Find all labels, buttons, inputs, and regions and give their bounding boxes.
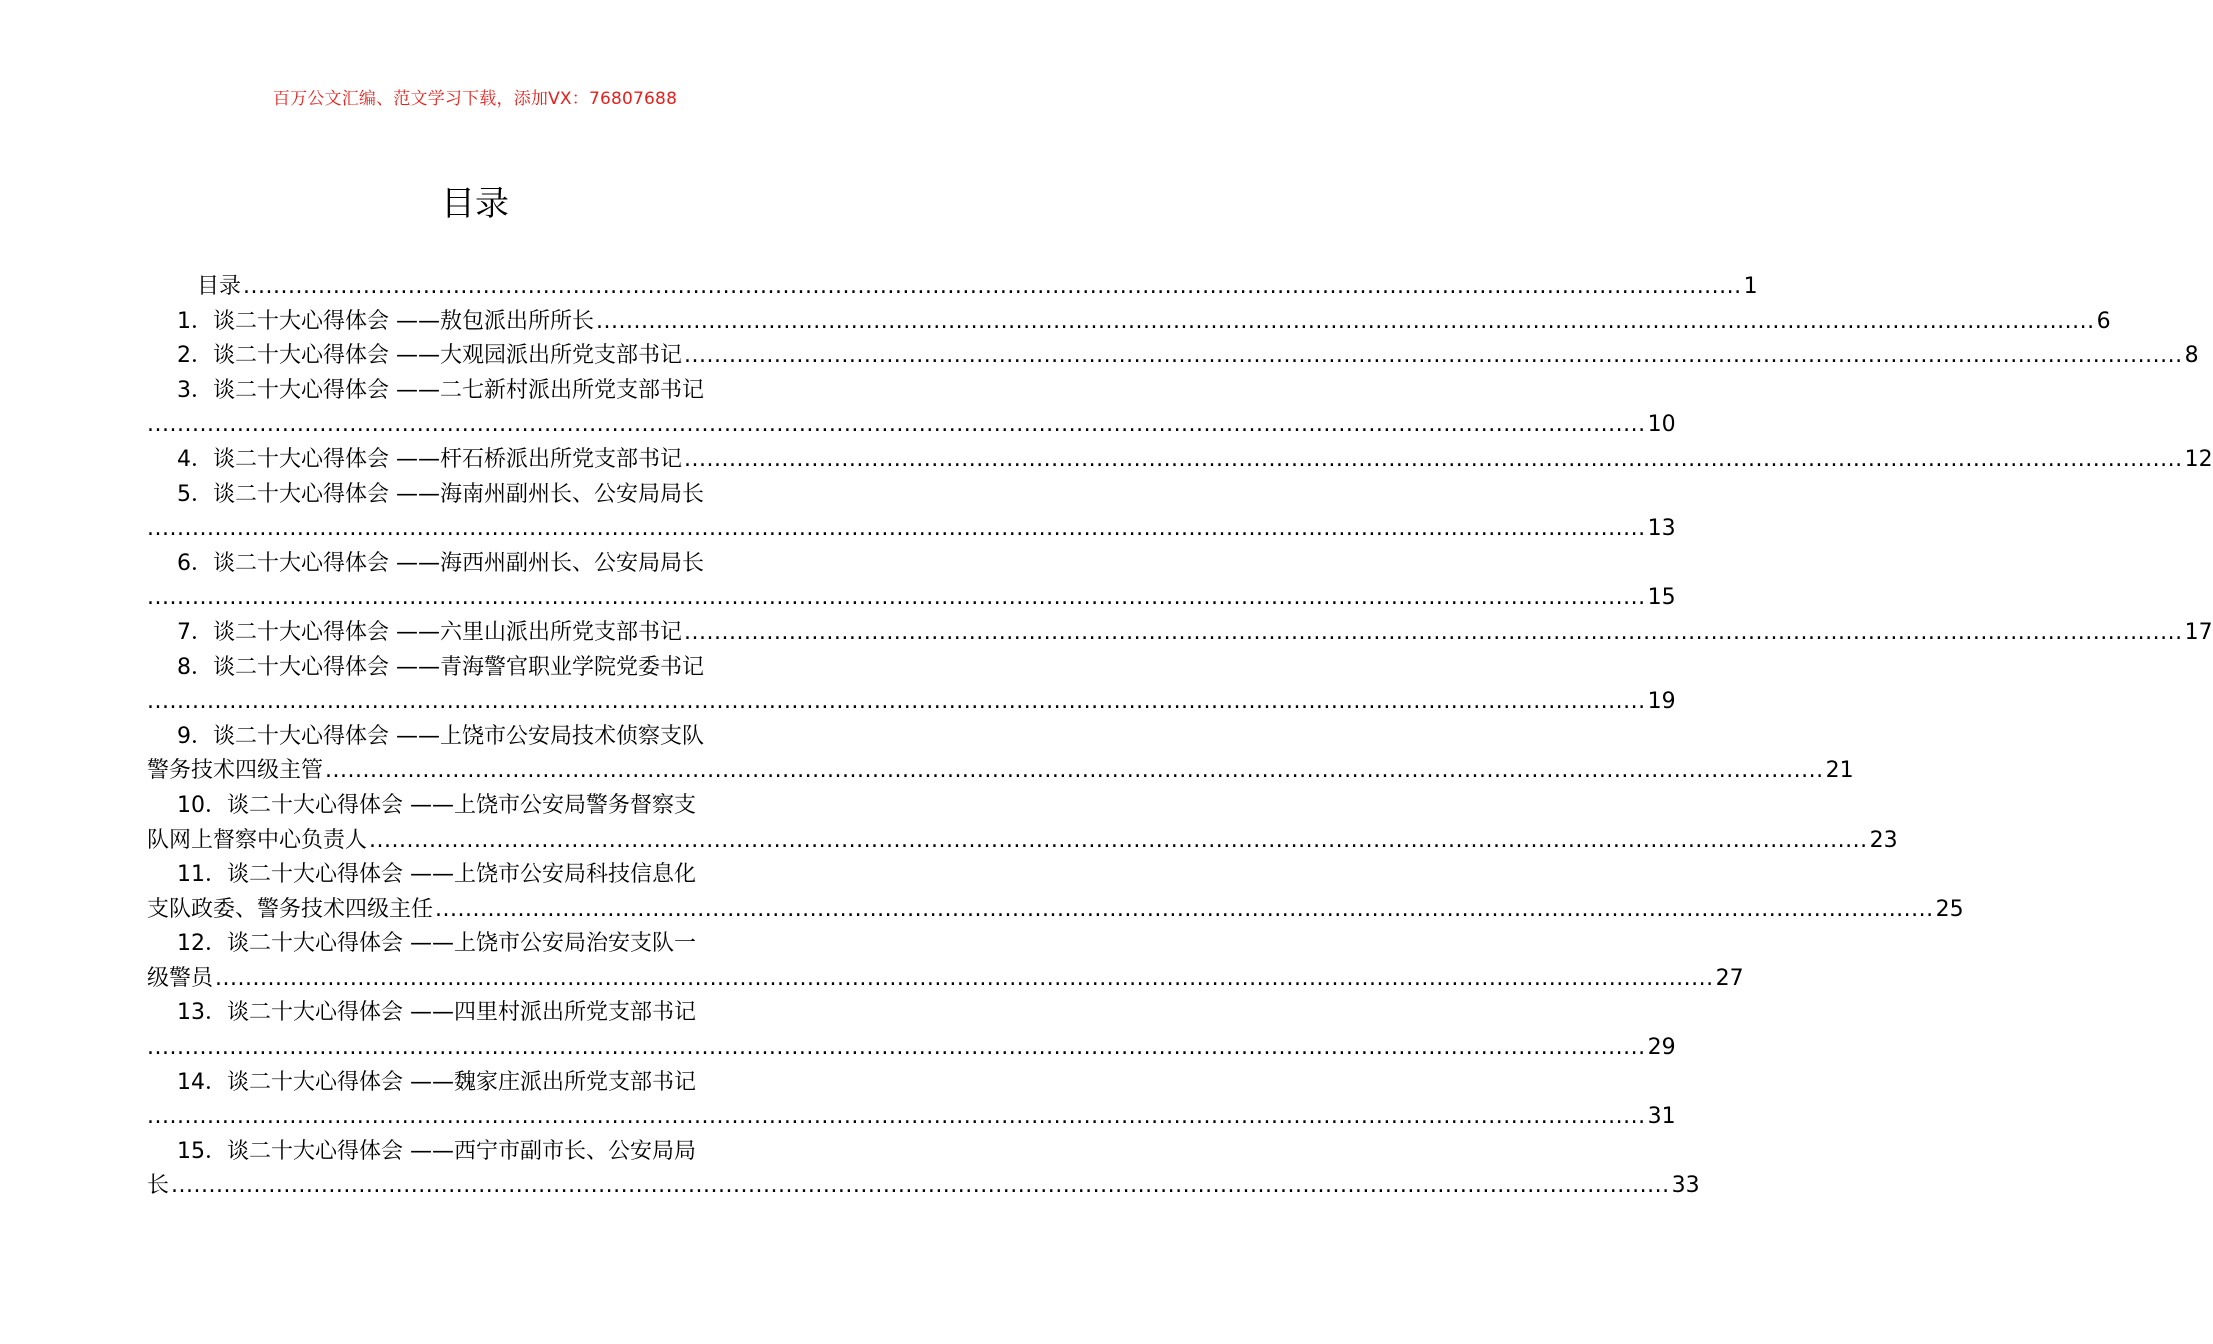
toc-leader-dots: ........................................................................................................................................................................................................ bbox=[171, 1173, 1670, 1199]
toc-leader-dots: ........................................................................................................................................................................................................ bbox=[596, 308, 2095, 334]
toc-entry-15[interactable] bbox=[147, 1135, 1700, 1204]
toc-entry-title-continued: 队网上督察中心负责人 bbox=[147, 827, 368, 853]
toc-entry-title: 13．谈二十大心得体会 ——四里村派出所党支部书记 bbox=[177, 1000, 696, 1026]
toc-leader-dots: ........................................................................................................................................................................................................ bbox=[684, 343, 2183, 369]
toc-entry-1[interactable] bbox=[147, 305, 2111, 340]
table-of-contents bbox=[147, 270, 2213, 1204]
toc-entry-title: 7．谈二十大心得体会 ——六里山派出所党支部书记 bbox=[177, 619, 682, 645]
toc-entry-title-continued: 长 bbox=[147, 1173, 170, 1199]
toc-entry-10[interactable] bbox=[147, 789, 1898, 858]
toc-entry-title: 5．谈二十大心得体会 ——海南州副州长、公安局局长 bbox=[177, 481, 704, 507]
toc-page-number: 19 bbox=[1647, 689, 1676, 715]
toc-page-number: 17 bbox=[2184, 619, 2213, 645]
toc-entry-4[interactable] bbox=[147, 443, 2213, 478]
toc-entry-title-continued: 级警员 bbox=[147, 965, 214, 991]
toc-entry-title: 9．谈二十大心得体会 ——上饶市公安局技术侦察支队 bbox=[177, 723, 704, 749]
toc-entry-title-continued: 支队政委、警务技术四级主任 bbox=[147, 896, 434, 922]
toc-page-number: 33 bbox=[1671, 1173, 1700, 1199]
toc-entry-14[interactable] bbox=[147, 1066, 1676, 1135]
toc-leader-dots: ........................................................................................................................................................................................................ bbox=[147, 689, 1646, 715]
toc-page-number: 1 bbox=[1743, 274, 1758, 299]
toc-leader-dots: ........................................................................................................................................................................................................ bbox=[147, 1035, 1646, 1061]
toc-entry-2[interactable] bbox=[147, 339, 2199, 374]
toc-leader-dots: ........................................................................................................................................................................................................ bbox=[147, 1104, 1646, 1130]
toc-leader-dots: ........................................................................................................................................................................................................ bbox=[243, 274, 1742, 299]
toc-entry-title: 8．谈二十大心得体会 ——青海警官职业学院党委书记 bbox=[177, 654, 704, 680]
toc-entry-title-continued: 警务技术四级主管 bbox=[147, 758, 324, 784]
toc-entry-title: 4．谈二十大心得体会 ——杆石桥派出所党支部书记 bbox=[177, 446, 682, 472]
toc-entry-contents[interactable] bbox=[147, 270, 1758, 305]
toc-entry-title: 2．谈二十大心得体会 ——大观园派出所党支部书记 bbox=[177, 343, 682, 369]
toc-page-number: 29 bbox=[1647, 1035, 1676, 1061]
toc-entry-title: 11．谈二十大心得体会 ——上饶市公安局科技信息化 bbox=[177, 862, 696, 888]
toc-entry-3[interactable] bbox=[147, 374, 1676, 443]
toc-leader-dots: ........................................................................................................................................................................................................ bbox=[369, 827, 1868, 853]
toc-leader-dots: ........................................................................................................................................................................................................ bbox=[215, 965, 1714, 991]
toc-page-number: 13 bbox=[1647, 516, 1676, 542]
toc-entry-8[interactable] bbox=[147, 651, 1676, 720]
toc-entry-title: 14．谈二十大心得体会 ——魏家庄派出所党支部书记 bbox=[177, 1069, 696, 1095]
toc-entry-title: 6．谈二十大心得体会 ——海西州副州长、公安局局长 bbox=[177, 550, 704, 576]
toc-entry-title: 3．谈二十大心得体会 ——二七新村派出所党支部书记 bbox=[177, 377, 704, 403]
toc-leader-dots: ........................................................................................................................................................................................................ bbox=[147, 412, 1646, 438]
toc-entry-title: 12．谈二十大心得体会 ——上饶市公安局治安支队一 bbox=[177, 931, 696, 957]
toc-leader-dots: ........................................................................................................................................................................................................ bbox=[684, 446, 2183, 472]
toc-entry-11[interactable] bbox=[147, 858, 1964, 927]
toc-entry-6[interactable] bbox=[147, 547, 1676, 616]
toc-entry-5[interactable] bbox=[147, 478, 1676, 547]
toc-page-number: 8 bbox=[2184, 343, 2199, 369]
toc-leader-dots: ........................................................................................................................................................................................................ bbox=[325, 758, 1824, 784]
toc-entry-13[interactable] bbox=[147, 996, 1676, 1065]
toc-entry-title: 10．谈二十大心得体会 ——上饶市公安局警务督察支 bbox=[177, 792, 696, 818]
toc-leader-dots: ........................................................................................................................................................................................................ bbox=[435, 896, 1934, 922]
toc-page-number: 12 bbox=[2184, 446, 2213, 472]
toc-page-number: 23 bbox=[1869, 827, 1898, 853]
toc-entry-12[interactable] bbox=[147, 927, 1744, 996]
page-title: 目录 bbox=[441, 184, 509, 224]
watermark-header: 百万公文汇编、范文学习下载，添加VX：76807688 bbox=[272, 89, 678, 109]
toc-page-number: 27 bbox=[1715, 965, 1744, 991]
toc-page-number: 15 bbox=[1647, 585, 1676, 611]
toc-entry-title: 1．谈二十大心得体会 ——敖包派出所所长 bbox=[177, 308, 594, 334]
toc-page-number: 31 bbox=[1647, 1104, 1676, 1130]
toc-leader-dots: ........................................................................................................................................................................................................ bbox=[147, 585, 1646, 611]
toc-entry-title: 15．谈二十大心得体会 ——西宁市副市长、公安局局 bbox=[177, 1138, 696, 1164]
toc-page-number: 21 bbox=[1825, 758, 1854, 784]
toc-page-number: 6 bbox=[2096, 308, 2111, 334]
toc-entry-title: 目录 bbox=[197, 274, 242, 299]
toc-page-number: 25 bbox=[1935, 896, 1964, 922]
toc-entry-7[interactable] bbox=[147, 616, 2213, 651]
toc-entry-9[interactable] bbox=[147, 720, 1854, 789]
toc-page-number: 10 bbox=[1647, 412, 1676, 438]
toc-leader-dots: ........................................................................................................................................................................................................ bbox=[147, 516, 1646, 542]
toc-leader-dots: ........................................................................................................................................................................................................ bbox=[684, 619, 2183, 645]
